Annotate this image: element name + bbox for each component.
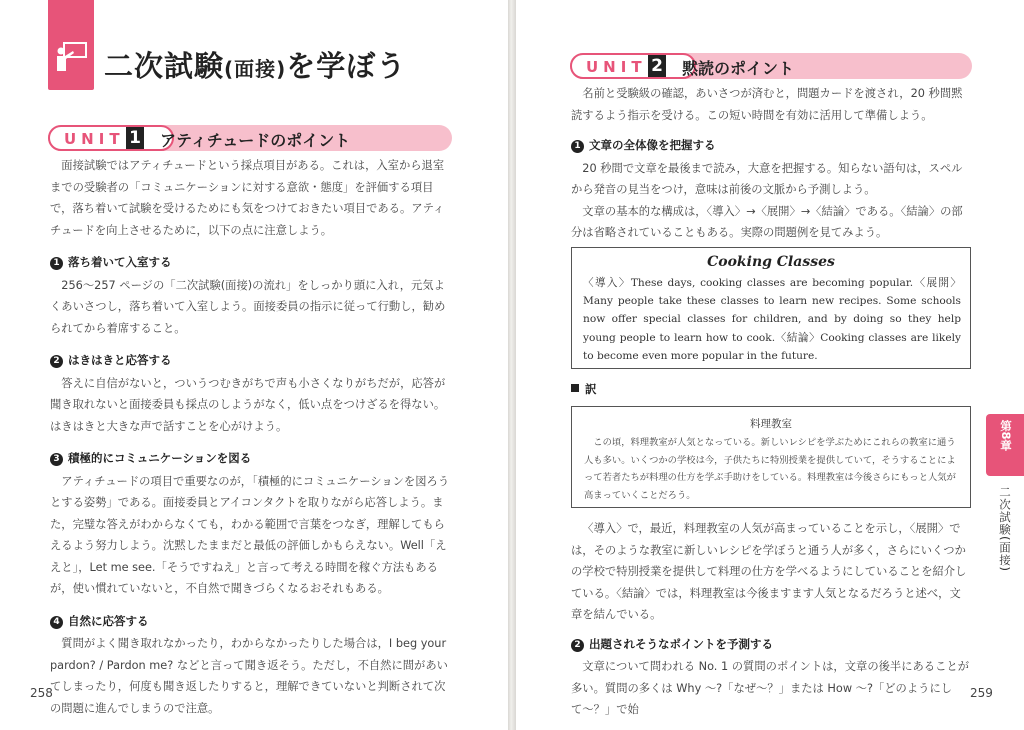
unit-number: 1 (126, 127, 144, 149)
unit1-intro: 面接試験ではアティチュードという採点項目がある。これは，入室から退室までの受験者の「コミュニケーションに対する意欲・態度」を評価する項目で，落ち着いて試験を受けるためにも気をつけておきたい項目である。アティチュードを向上させるために，以下の点に注意しよう。 (50, 159, 445, 237)
teacher-board-icon (55, 42, 87, 72)
unit1-section-body: アティチュードの項目で重要なのが，「積極的にコミュニケーションを図ろうとする姿勢」である。面接委員とアイコンタクトを取りながら応答しよう。また，完璧な答えがわからなくても，わかる範囲で言葉をつなぎ，理解してもらえるよう努力しよう。沈黙したままだと最低の評価しかもらえない。Well「ええと」，Let me see.「そうですねえ」と言って考える時間を稼ぐ方法もあるが，使い慣れていないと，不自然で聞きづらくなるおそれもある。 (50, 474, 450, 595)
chapter-side-tab: 第8章 (986, 414, 1024, 476)
unit1-content (50, 155, 452, 719)
unit2-explain-block (571, 518, 971, 721)
translation-label-block (571, 379, 971, 401)
unit1-section-body: 256〜257 ページの「二次試験(面接)の流れ」をしっかり頭に入れ，元気よくあいさつし，落ち着いて入室しよう。面接委員の指示に従って行動し，勧められてから着席すること。 (50, 278, 446, 335)
unit2-section-body: 文章について問われる No. 1 の質問のポイントは，文章の後半にあることが多い。質問の多くは Why 〜?「なぜ〜？」または How 〜?「どのようにして〜？」で始 (571, 660, 969, 716)
translation-card (571, 406, 971, 508)
translation-label: 訳 (571, 379, 971, 401)
unit2-intro: 名前と受験級の確認，あいさつが済むと，問題カードを渡され，20 秒間黙読するよう指示を受ける。この短い時間を有効に活用して準備しよう。 (571, 87, 963, 122)
unit-tag (570, 53, 696, 79)
unit2-section-body: 20 秒間で文章を最後まで読み，大意を把握する。知らない語句は，スペルから発音の見当をつけ，意味は前後の文脈から予測しよう。 (571, 161, 963, 196)
chapter-title: 二次試験(面接)を学ぼう (104, 49, 407, 83)
translation-title: 料理教室 (750, 418, 792, 430)
unit1-title: アティチュードのポイント (160, 131, 351, 150)
unit2-title: 黙読のポイント (682, 59, 795, 78)
page-number-left: 258 (30, 686, 53, 700)
page-number-right: 259 (970, 686, 993, 700)
unit1-section-body: 答えに自信がないと，ついうつむきがちで声も小さくなりがちだが，応答が聞き取れないと面接委員も採点のしようがなく，低い点をつけざるを得ない。はきはきと大きな声で話すことを心がけよう。 (50, 376, 446, 433)
unit-tag (48, 125, 174, 151)
unit1-section-heading: 2 はきはきと応答する (50, 350, 452, 372)
unit2-explain: 〈導入〉で，最近，料理教室の人気が高まっていることを示し，〈展開〉では，そのような教室に新しいレシピを学ぼうと通う人が多く，さらにいくつかの学校で特別授業を提供して料理の仕方を学べるようにしていることを紹介している。〈結論〉では，料理教室は今後ますます人気となるだろうと述べ，文章を結んでいる。 (571, 522, 967, 621)
unit1-section-heading: 1 落ち着いて入室する (50, 252, 452, 274)
book-gutter (508, 0, 516, 730)
translation-body: この頃，料理教室が人気となっている。新しいレシピを学ぶためにこれらの教室に通う人も多い。いくつかの学校は今，子供たちに特別授業を提供していて，そうすることによって若者たちが料理の仕方を学ぶ手助けをしている。料理教室は今後さらにもっと人気が高まっていくことだろう。 (584, 437, 956, 501)
unit2-section-body: 文章の基本的な構成は，〈導入〉→〈展開〉→〈結論〉である。〈結論〉の部分は省略されていることもある。実際の問題例を見てみよう。 (571, 204, 963, 239)
unit2-section-heading: 1 文章の全体像を把握する (571, 135, 971, 157)
example-card (571, 247, 971, 369)
unit2-header (570, 53, 972, 79)
unit1-section-heading: 4 自然に応答する (50, 611, 452, 633)
unit1-section-body: 質問がよく聞き取れなかったり，わからなかったりした場合は，I beg your pardon? / Pardon me? などと言って聞き返そう。ただし，不自然に間があいてしまったり，何度も聞き返したりすると，理解できていないと判断されて次の問題に進んでしまうので注意。 (50, 637, 448, 715)
unit-number: 2 (648, 55, 666, 77)
unit1-section-heading: 3 積極的にコミュニケーションを図る (50, 448, 452, 470)
unit1-header (48, 125, 452, 151)
chapter-icon-box (48, 0, 94, 90)
example-body: 〈導入〉These days, cooking classes are becoming popular.〈展開〉Many people take these classes to learn new recipes. Some schools now offer special classes for children, and by doing so they help young people to learn how to cook.〈結論〉Cooking classes are likely to become even more popular in the future. (583, 277, 961, 362)
chapter-side-label: 二次試験(面接) (998, 486, 1012, 572)
unit-label: UNIT (586, 58, 647, 76)
unit-label: UNIT (64, 130, 125, 148)
example-title: Cooking Classes (707, 254, 835, 270)
unit2-intro-block (571, 83, 971, 244)
unit2-section-heading: 2 出題されそうなポイントを予測する (571, 634, 971, 656)
